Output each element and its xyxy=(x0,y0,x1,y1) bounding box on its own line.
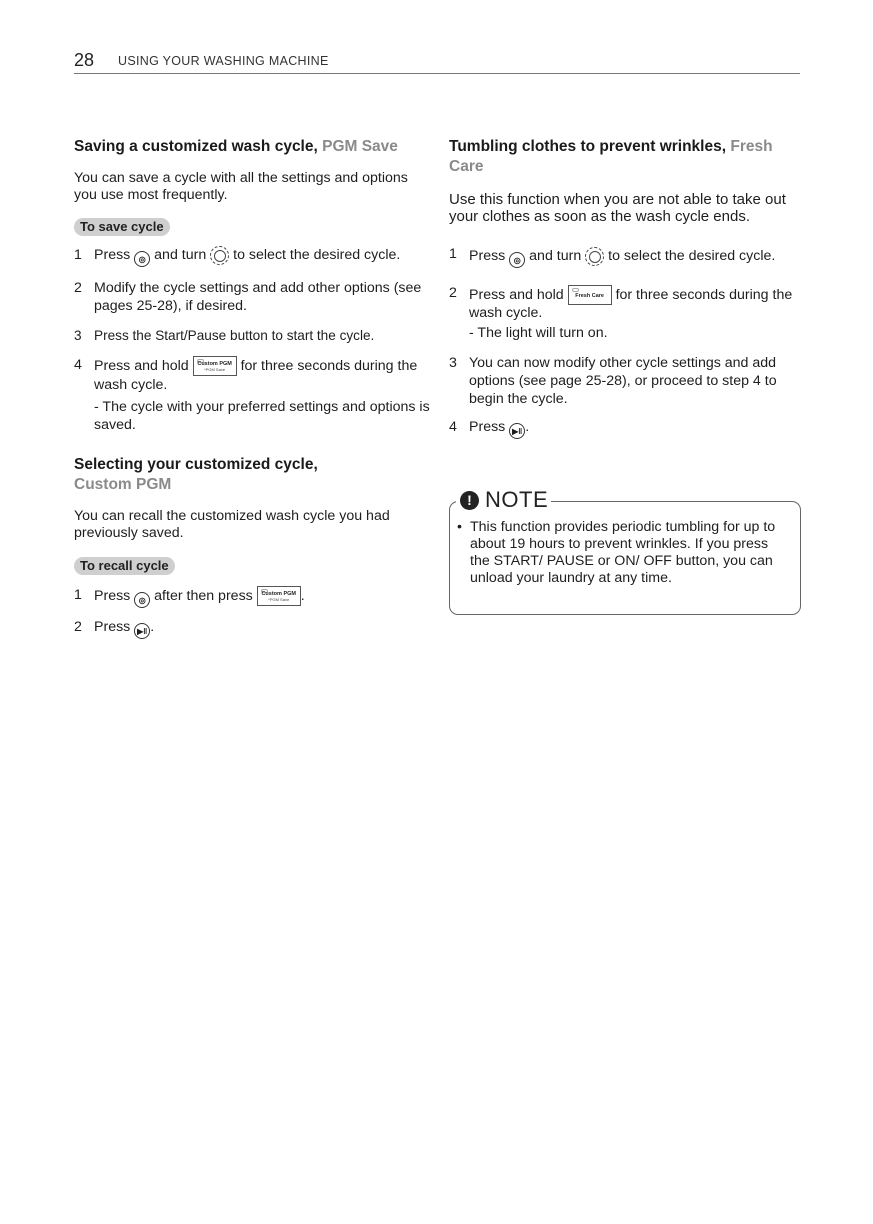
note-text: • This function provides periodic tumbling for up to about 19 hours to prevent wrinkles. If you press the START/ PAUSE or ON/ OFF button, you can unload your laundry at any time. xyxy=(457,519,776,586)
section-title-fresh-care: Tumbling clothes to prevent wrinkles, Fresh Care xyxy=(449,138,773,175)
recall-step-1: 1 Press ◎ after then press Custom PGM *PGM Save . xyxy=(74,586,430,608)
title-accent: PGM Save xyxy=(322,138,398,155)
cycle-button-icon: ◎ xyxy=(134,592,150,608)
page-number: 28 xyxy=(74,50,95,70)
section-intro: You can save a cycle with all the settings and options you use most frequently. xyxy=(74,170,408,203)
title-accent: Custom PGM xyxy=(74,476,172,493)
header-title: USING YOUR WASHING MACHINE xyxy=(118,54,329,68)
step-1: 1 Press ◎ and turn to select the desired cycle. xyxy=(74,246,430,267)
cycle-dial-icon xyxy=(210,246,229,265)
step-note: - The cycle with your preferred settings and options is saved. xyxy=(94,399,430,433)
start-pause-icon: ▶‖ xyxy=(509,423,525,439)
bullet: • xyxy=(457,519,462,535)
left-column xyxy=(74,137,430,639)
cycle-button-icon: ◎ xyxy=(134,251,150,267)
step-1: 1 Press ◎ and turn to select the desired cycle. xyxy=(449,247,801,268)
note-title: NOTE xyxy=(485,487,549,512)
section-intro: Use this function when you are not able to take out your clothes as soon as the wash cycle ends. xyxy=(449,191,786,225)
page-header xyxy=(74,50,800,74)
recall-step-2: 2 Press ▶‖ . xyxy=(74,618,430,639)
custom-pgm-button-icon: Custom PGM *PGM Save xyxy=(257,586,301,606)
note-header xyxy=(456,488,551,512)
section-title-pgm-save: Saving a customized wash cycle, PGM Save xyxy=(74,138,398,155)
step-2: 2 Press and hold Fresh Care for three seconds during the wash cycle. - The light will turn on. xyxy=(449,285,801,342)
section-title-custom-pgm: Selecting your customized cycle, Custom PGM xyxy=(74,456,318,493)
section-intro: You can recall the customized wash cycle you had previously saved. xyxy=(74,508,390,541)
recall-cycle-pill: To recall cycle xyxy=(74,557,175,575)
cycle-button-icon: ◎ xyxy=(509,252,525,268)
custom-pgm-button-icon: Custom PGM *PGM Save xyxy=(193,356,237,376)
step-4: 4 Press and hold Custom PGM *PGM Save for three seconds during the wash cycle. - The cycle with your preferred settings and options is saved. xyxy=(74,357,430,433)
step-3: 3 Press the Start/Pause button to start the cycle. xyxy=(74,328,375,343)
step-2: 2 Modify the cycle settings and add other options (see pages 25-28), if desired. xyxy=(74,280,422,314)
cycle-dial-icon xyxy=(585,247,604,266)
note-box xyxy=(449,487,801,615)
alert-icon: ! xyxy=(460,491,479,510)
save-cycle-pill: To save cycle xyxy=(74,218,170,236)
step-note: - The light will turn on. xyxy=(469,325,608,341)
start-pause-icon: ▶‖ xyxy=(134,623,150,639)
step-3: 3 You can now modify other cycle settings and add options (see page 25-28), or proceed to step 4 to begin the cycle. xyxy=(449,355,777,407)
step-4: 4 Press ▶‖ . xyxy=(449,418,801,439)
right-column xyxy=(449,137,801,586)
title-accent: Fresh Care xyxy=(449,138,773,175)
fresh-care-button-icon: Fresh Care xyxy=(568,285,612,305)
